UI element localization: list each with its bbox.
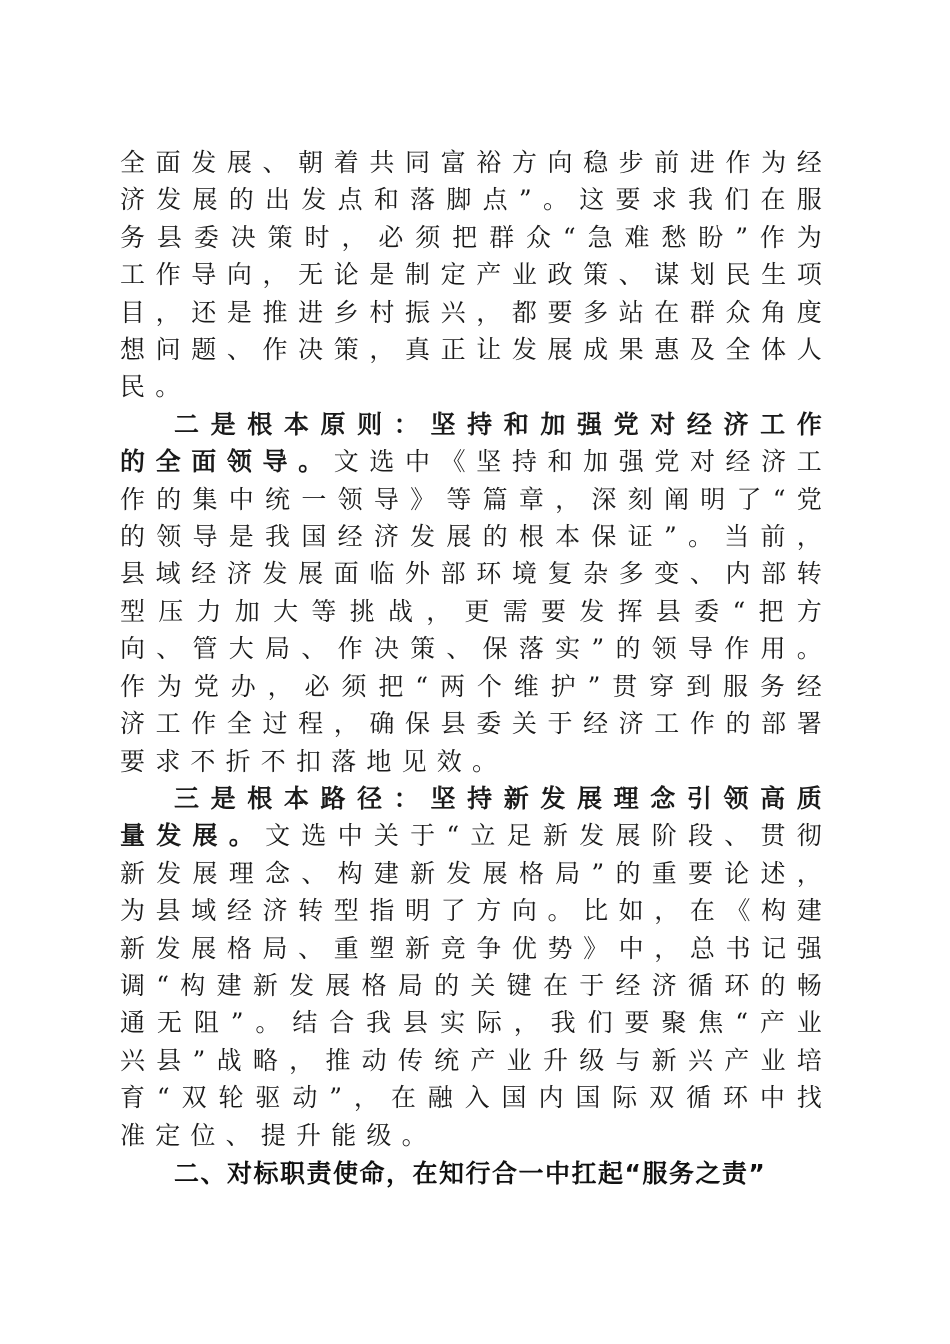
- paragraph-text: 文选中《坚持和加强党对经济工作的集中统一领导》等篇章，深刻阐明了“党的领导是我国经济发展的根本保证”。当前，县域经济发展面临外部环境复杂多变、内部转型压力加大等挑战，更需要发挥县委“把方向、管大局、作决策、保落实”的领导作用。作为党办，必须把“两个维护”贯穿到服务经济工作全过程，确保县委关于经济工作的部署要求不折不扣落地见效。: [120, 447, 832, 776]
- paragraph-lead-bold: 三是根本路径：坚持新发展理念引领高质量发展。: [120, 783, 832, 851]
- paragraph-path: [120, 780, 832, 1154]
- document-page: [120, 144, 832, 1192]
- section-heading: 二、对标职责使命，在知行合一中扛起“服务之责”: [174, 1158, 767, 1188]
- paragraph-text: 全面发展、朝着共同富裕方向稳步前进作为经济发展的出发点和落脚点”。这要求我们在服务县委决策时，必须把群众“急难愁盼”作为工作导向，无论是制定产业政策、谋划民生项目，还是推进乡村振兴，都要多站在群众角度想问题、作决策，真正让发展成果惠及全体人民。: [120, 148, 832, 402]
- paragraph-text: 文选中关于“立足新发展阶段、贯彻新发展理念、构建新发展格局”的重要论述，为县域经济转型指明了方向。比如，在《构建新发展格局、重塑新竞争优势》中，总书记强调“构建新发展格局的关键在于经济循环的畅通无阻”。结合我县实际，我们要聚焦“产业兴县”战略，推动传统产业升级与新兴产业培育“双轮驱动”，在融入国内国际双循环中找准定位、提升能级。: [120, 821, 832, 1150]
- paragraph-continuation: [120, 144, 832, 406]
- paragraph-principle: [120, 406, 832, 780]
- paragraph-lead-bold: 二是根本原则：坚持和加强党对经济工作的全面领导。: [120, 409, 832, 477]
